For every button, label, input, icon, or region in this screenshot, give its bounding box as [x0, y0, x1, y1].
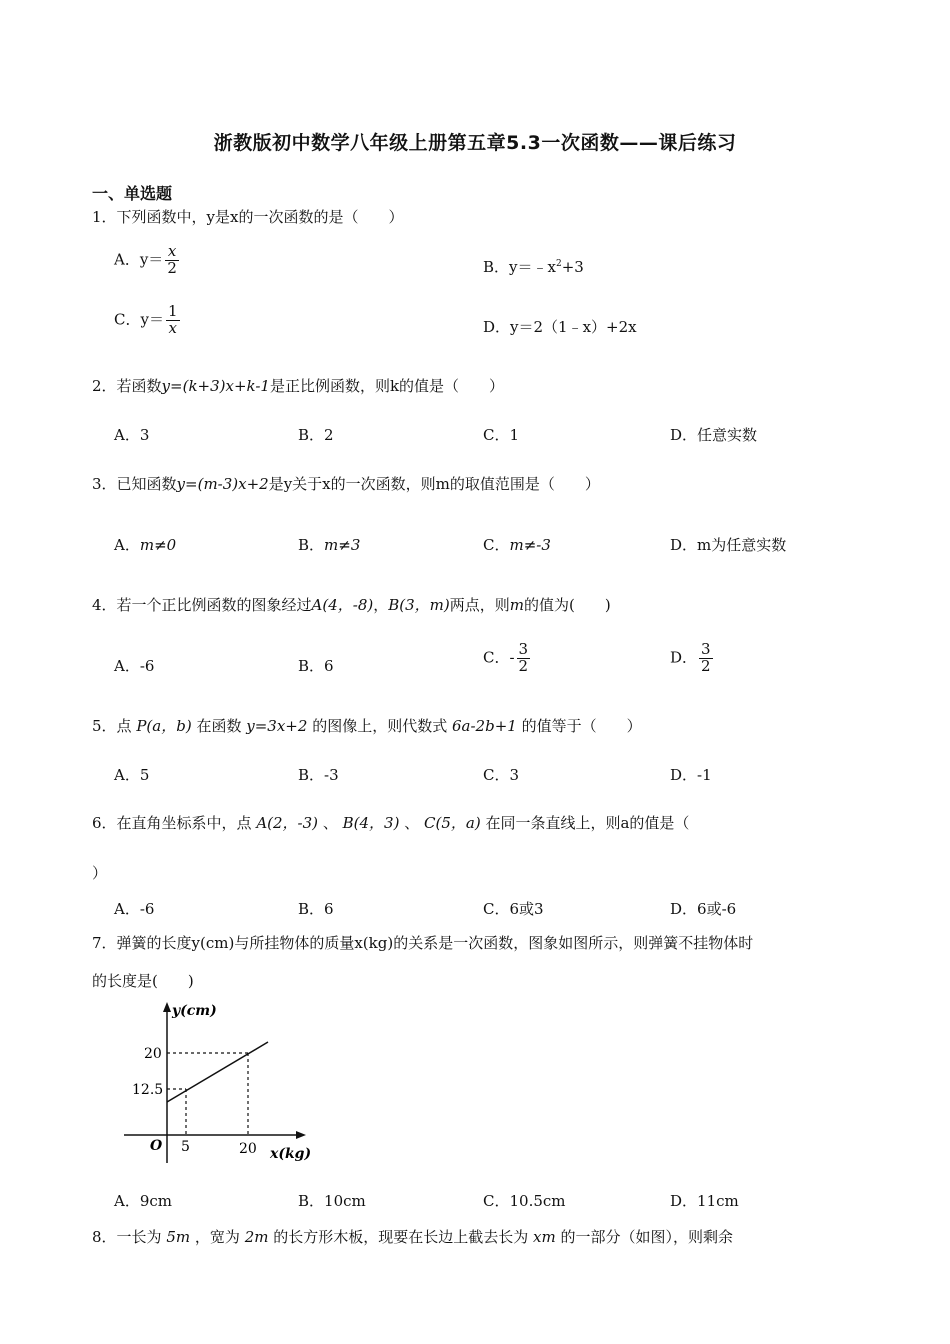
q5-expression: y=3x+2: [246, 717, 308, 735]
tick-y125: 12.5: [132, 1082, 164, 1098]
question-8-stem: [92, 1226, 733, 1247]
q6-option-d: D．6或-6: [670, 900, 737, 918]
q4-option-c: [483, 642, 532, 675]
q7-option-c: C．10.5cm: [483, 1192, 566, 1210]
q3-option-a: [114, 534, 176, 555]
question-6-stem: [92, 812, 689, 833]
q5-expression-2: 6a-2b+1: [452, 717, 517, 735]
q5-option-c: C．3: [483, 766, 520, 784]
q4-point-a: A(4，-8): [311, 596, 374, 614]
q8-length: 5m: [166, 1228, 191, 1246]
q4-d-fraction: [699, 642, 713, 675]
q6-stem-b: 在同一条直线上，则a的值是（: [485, 814, 690, 832]
q1-a-den: 2: [167, 258, 177, 277]
q8-stem-a: 8．一长为: [92, 1228, 162, 1246]
question-4-stem: [92, 594, 611, 615]
q6-stem-a: 6．在直角坐标系中，点: [92, 814, 252, 832]
q5-option-b: B．-3: [298, 766, 339, 784]
question-3-stem: [92, 473, 600, 494]
function-line: [167, 1042, 268, 1102]
q1-option-a: [114, 244, 181, 277]
q4-option-d: [670, 642, 715, 675]
q8-stem-b: ，宽为: [194, 1228, 240, 1246]
q8-cut: xm: [533, 1228, 556, 1246]
q2-option-d: D．任意实数: [670, 426, 758, 444]
q2-option-a: A．3: [114, 426, 150, 444]
q6-point-b: B(4，3): [342, 814, 400, 832]
q4-d-num: 3: [701, 640, 711, 658]
tick-x5: 5: [181, 1139, 190, 1155]
q3-stem-b: 是y关于x的一次函数，则m的取值范围是（ ）: [268, 475, 600, 493]
q4-c-num: 3: [518, 640, 529, 658]
x-axis-arrow: [296, 1131, 306, 1139]
q5-option-d: D．-1: [670, 766, 712, 784]
q1-c-fraction: [166, 304, 180, 337]
q6-option-c: C．6或3: [483, 900, 544, 918]
q3-a-value: m≠0: [139, 536, 177, 554]
q5-point: P(a，b): [136, 717, 192, 735]
q5-stem-d: 的值等于（ ）: [521, 717, 642, 735]
q5-option-a: A．5: [114, 766, 150, 784]
q4-c-label: C．-: [483, 648, 515, 667]
q3-b-label: B．: [298, 536, 325, 554]
question-7-stem: 7．弹簧的长度y(cm)与所挂物体的质量x(kg)的关系是一次函数，图象如图所示，则弹簧不挂物体时: [92, 934, 754, 952]
q3-c-label: C．: [483, 536, 510, 554]
q2-expression: y=(k+3)x+k-1: [161, 377, 270, 395]
q4-c-den: 2: [518, 656, 529, 675]
q5-stem-b: 在函数: [196, 717, 242, 735]
q6-sep-2: 、: [404, 814, 420, 832]
y-axis-arrow: [163, 1002, 171, 1012]
q5-stem-c: 的图像上，则代数式: [312, 717, 448, 735]
q6-point-c: C(5，a): [424, 814, 481, 832]
q1-b-tail: +3: [561, 258, 584, 276]
question-2-stem: [92, 375, 504, 396]
q1-b-sup: 2: [555, 259, 562, 269]
q4-d-label: D．: [670, 648, 698, 667]
q4-stem-a: 4．若一个正比例函数的图象经过: [92, 596, 312, 614]
q8-stem-c: 的长方形木板，现要在长边上截去长为: [273, 1228, 529, 1246]
q4-stem-c: 的值为( ): [524, 596, 611, 614]
q1-option-c: [114, 304, 182, 337]
q3-b-value: m≠3: [324, 536, 361, 554]
q1-c-den: x: [168, 318, 177, 337]
q3-a-label: A．: [114, 536, 140, 554]
q4-option-b: B．6: [298, 657, 334, 675]
origin-label: O: [150, 1138, 163, 1154]
q6-option-b: B．6: [298, 900, 334, 918]
q1-a-label: A．y＝: [114, 250, 164, 269]
q8-width: 2m: [244, 1228, 269, 1246]
x-axis-label: x(kg): [270, 1146, 312, 1162]
q8-stem-d: 的一部分（如图），则剩余: [560, 1228, 734, 1246]
question-1-stem: 1．下列函数中，y是x的一次函数的是（ ）: [92, 208, 404, 226]
q4-point-b: B(3，m): [388, 596, 450, 614]
q7-option-a: A．9cm: [114, 1192, 173, 1210]
q4-option-a: A．-6: [114, 657, 155, 675]
y-axis-label: y(cm): [172, 1003, 217, 1019]
q3-option-b: [298, 534, 360, 555]
q4-c-fraction: [517, 642, 531, 675]
spring-graph: [120, 998, 330, 1168]
q1-option-d: D．y＝2（1﹣x）+2x: [483, 318, 637, 336]
question-5-stem: [92, 715, 642, 736]
q3-expression: y=(m-3)x+2: [176, 475, 269, 493]
q5-stem-a: 5．点: [92, 717, 132, 735]
question-6-stem-end: ）: [92, 864, 108, 882]
q6-point-a: A(2，-3): [256, 814, 319, 832]
q6-option-a: A．-6: [114, 900, 155, 918]
question-7-stem-2: 的长度是( ): [92, 972, 194, 990]
q6-sep-1: 、: [322, 814, 338, 832]
q1-a-num: x: [165, 244, 179, 261]
tick-y20: 20: [144, 1046, 162, 1062]
page-title: 浙教版初中数学八年级上册第五章5.3一次函数——课后练习: [213, 132, 737, 154]
q3-c-value: m≠-3: [509, 536, 551, 554]
q3-option-d: D．m为任意实数: [670, 536, 787, 554]
q1-b-text: B．y＝﹣x: [483, 258, 556, 276]
q1-a-fraction: [165, 244, 179, 277]
q1-c-label: C．y＝: [114, 310, 164, 329]
q1-option-b: [483, 256, 584, 277]
section-heading: 一、单选题: [92, 184, 173, 203]
q2-stem-a: 2．若函数: [92, 377, 162, 395]
q4-stem-b: 两点，则: [449, 596, 510, 614]
q4-d-den: 2: [701, 656, 711, 675]
q7-option-d: D．11cm: [670, 1192, 739, 1210]
q7-option-b: B．10cm: [298, 1192, 366, 1210]
q4-stem-mid: ，: [373, 596, 389, 614]
q2-option-c: C．1: [483, 426, 520, 444]
q2-stem-b: 是正比例函数，则k的值是（ ）: [269, 377, 505, 395]
q4-variable: m: [509, 596, 525, 614]
q2-option-b: B．2: [298, 426, 334, 444]
q1-c-num: 1: [167, 302, 178, 320]
tick-x20: 20: [239, 1141, 257, 1157]
q3-option-c: [483, 534, 551, 555]
q3-stem-a: 3．已知函数: [92, 475, 177, 493]
